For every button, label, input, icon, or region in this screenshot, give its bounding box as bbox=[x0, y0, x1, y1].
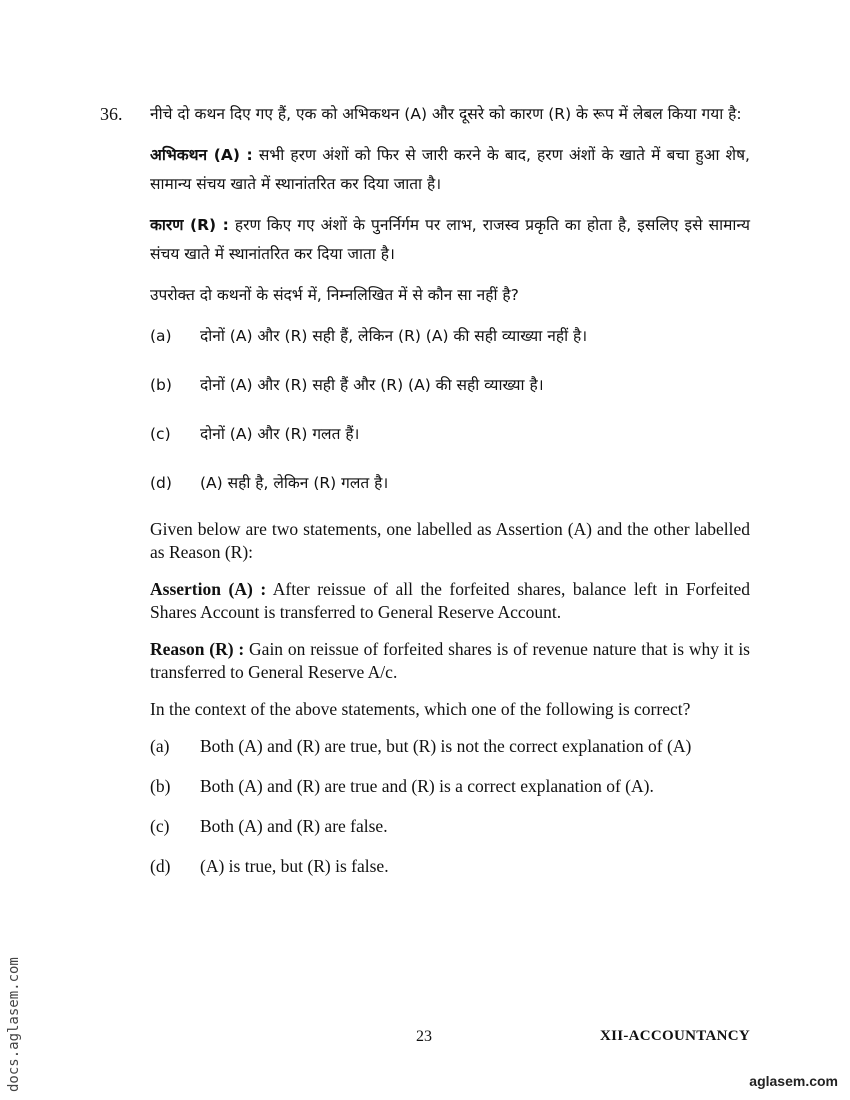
option-key: (b) bbox=[150, 376, 172, 394]
option-key: (c) bbox=[150, 425, 171, 443]
hindi-option-a bbox=[150, 322, 750, 351]
corner-watermark: aglasem.com bbox=[749, 1073, 838, 1089]
hindi-option-b bbox=[150, 371, 750, 400]
option-key: (a) bbox=[150, 327, 172, 345]
option-key: (c) bbox=[150, 816, 170, 836]
page-number: 23 bbox=[416, 1028, 432, 1045]
english-option-d bbox=[150, 855, 750, 878]
hindi-section bbox=[150, 100, 750, 498]
english-reason-label: Reason (R) : bbox=[150, 639, 245, 659]
hindi-assertion-text: सभी हरण अंशों को फिर से जारी करने के बाद, हरण अंशों के खाते में बचा हुआ शेष, सामान्य संचय खाते में स्थानांतरित कर दिया जाता है। bbox=[150, 146, 750, 193]
option-text: दोनों (A) और (R) गलत हैं। bbox=[200, 425, 360, 443]
hindi-intro: नीचे दो कथन दिए गए हैं, एक को अभिकथन (A) और दूसरे को कारण (R) के रूप में लेबल किया गया है: bbox=[150, 105, 742, 123]
option-text: दोनों (A) और (R) सही हैं और (R) (A) की सही व्याख्या है। bbox=[200, 376, 544, 394]
hindi-option-c bbox=[150, 420, 750, 449]
option-key: (d) bbox=[150, 856, 171, 876]
option-text: (A) सही है, लेकिन (R) गलत है। bbox=[200, 474, 389, 492]
english-option-b bbox=[150, 775, 750, 798]
hindi-question-text: उपरोक्त दो कथनों के संदर्भ में, निम्नलिखित में से कौन सा नहीं है? bbox=[150, 286, 519, 304]
option-text: Both (A) and (R) are true, but (R) is not the correct explanation of (A) bbox=[200, 736, 692, 756]
option-key: (a) bbox=[150, 736, 170, 756]
question-number: 36. bbox=[100, 104, 123, 124]
english-reason-text: Gain on reissue of forfeited shares is of revenue nature that is why it is transferred to General Reserve A/c. bbox=[150, 639, 750, 682]
option-key: (d) bbox=[150, 474, 172, 492]
hindi-assertion-label: अभिकथन (A) : bbox=[150, 146, 253, 164]
hindi-assertion bbox=[150, 141, 750, 199]
english-section bbox=[150, 518, 750, 878]
side-watermark: docs.aglasem.com bbox=[6, 957, 22, 1092]
option-text: दोनों (A) और (R) सही हैं, लेकिन (R) (A) की सही व्याख्या नहीं है। bbox=[200, 327, 588, 345]
hindi-reason-text: हरण किए गए अंशों के पुनर्निर्गम पर लाभ, राजस्व प्रकृति का होता है, इसलिए इसे सामान्य संचय खाते में स्थानांतरित कर दिया जाता है। bbox=[150, 216, 750, 263]
english-question-text: In the context of the above statements, which one of the following is correct? bbox=[150, 699, 691, 719]
hindi-reason bbox=[150, 211, 750, 269]
option-key: (b) bbox=[150, 776, 171, 796]
option-text: Both (A) and (R) are true and (R) is a correct explanation of (A). bbox=[200, 776, 654, 796]
english-option-c bbox=[150, 815, 750, 838]
question-content bbox=[150, 100, 750, 895]
english-option-a bbox=[150, 735, 750, 758]
subject-label: XII-ACCOUNTANCY bbox=[599, 1028, 750, 1044]
hindi-reason-label: कारण (R) : bbox=[150, 216, 229, 234]
hindi-options bbox=[150, 322, 750, 498]
hindi-option-d bbox=[150, 469, 750, 498]
english-assertion-text: After reissue of all the forfeited shares, balance left in Forfeited Shares Account is transferred to General Reserve Account. bbox=[150, 579, 750, 622]
english-intro: Given below are two statements, one labelled as Assertion (A) and the other labelled as Reason (R): bbox=[150, 519, 750, 562]
option-text: Both (A) and (R) are false. bbox=[200, 816, 388, 836]
option-text: (A) is true, but (R) is false. bbox=[200, 856, 389, 876]
english-assertion-label: Assertion (A) : bbox=[150, 579, 267, 599]
english-reason bbox=[150, 638, 750, 684]
english-assertion bbox=[150, 578, 750, 624]
english-options bbox=[150, 735, 750, 878]
